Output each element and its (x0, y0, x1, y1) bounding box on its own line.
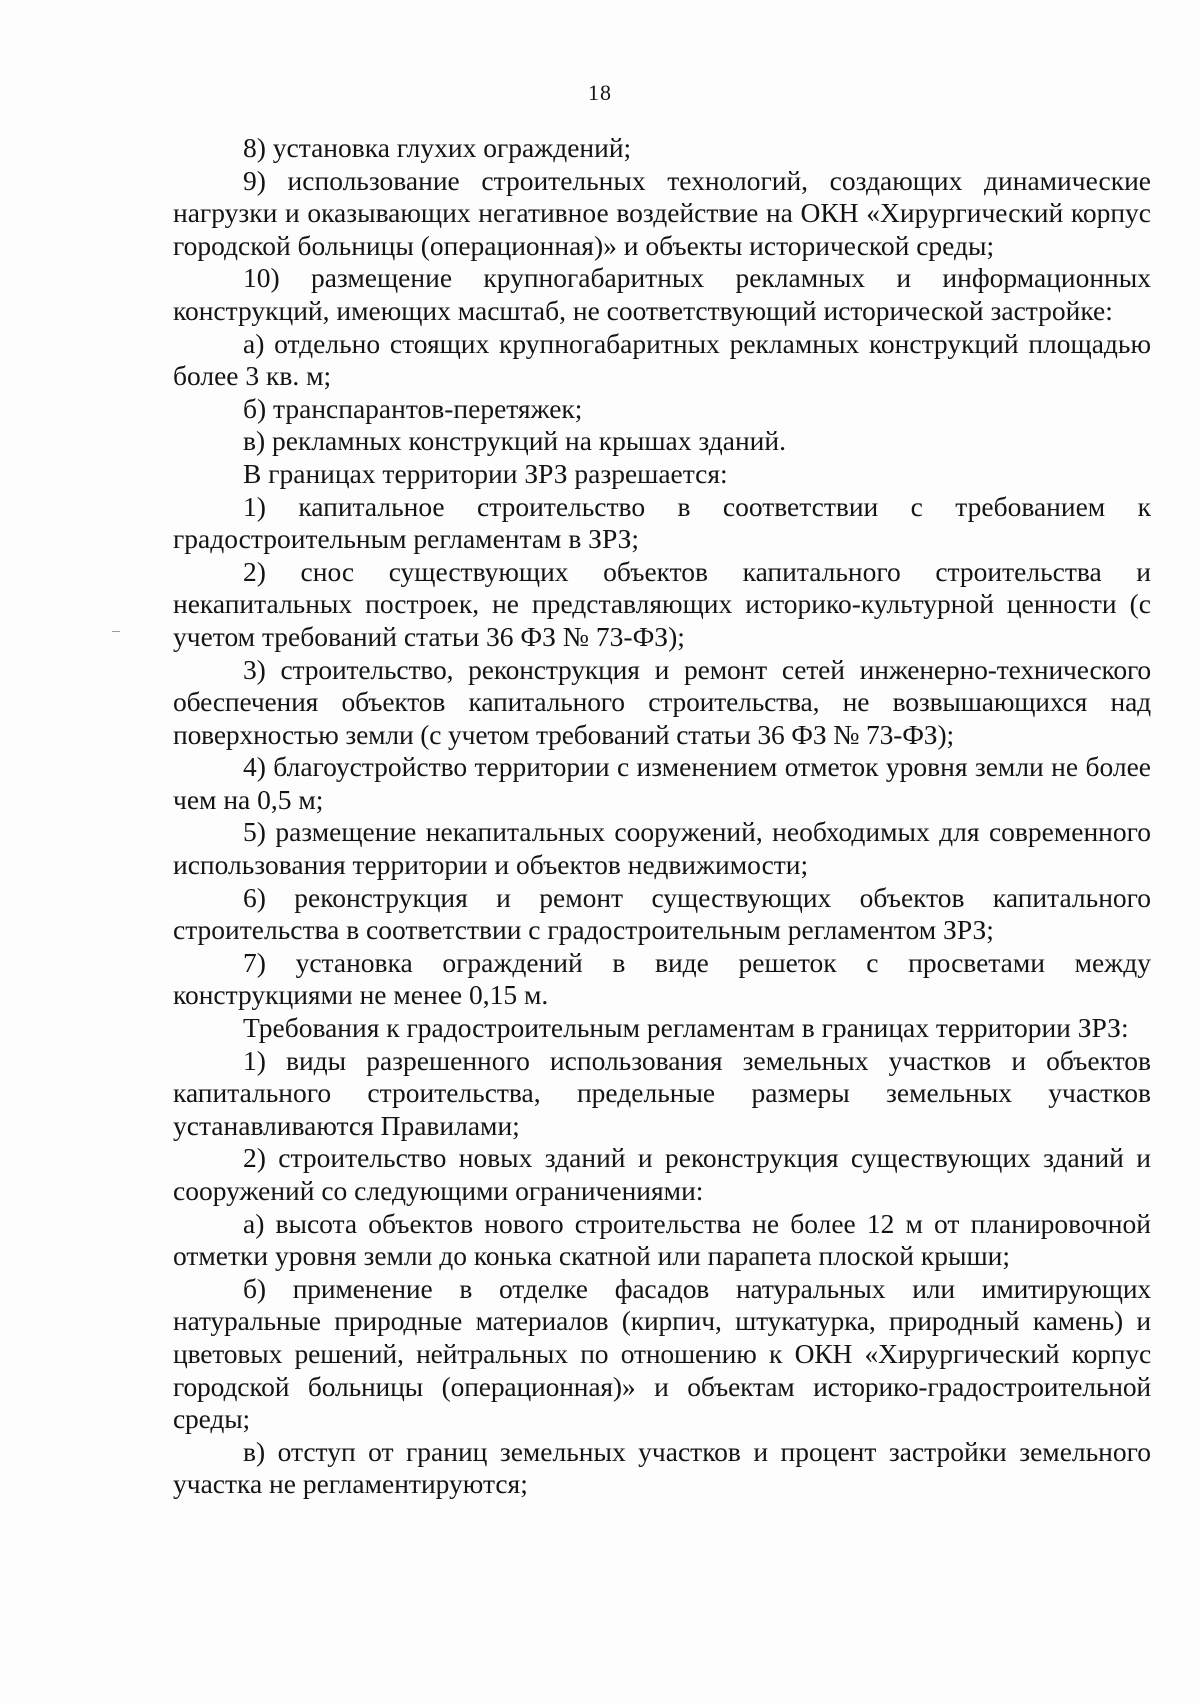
allowed-item-4: 4) благоустройство территории с изменением отметок уровня земли не более чем на 0,5 м; (173, 751, 1151, 815)
requirement-item-1: 1) виды разрешенного использования земельных участков и объектов капитального строительства, предельные размеры земельных участков устанавливаются Правилами; (173, 1044, 1151, 1141)
allowed-item-7: 7) установка ограждений в виде решеток с просветами между конструкциями не менее 0,15 м. (173, 946, 1151, 1011)
page-number: 18 (588, 80, 612, 105)
document-body (173, 132, 1151, 1501)
paragraph-subitem-a: а) отдельно стоящих крупногабаритных рекламных конструкций площадью более 3 кв. м; (173, 327, 1151, 392)
paragraph-item-8: 8) установка глухих ограждений; (243, 132, 632, 163)
allowed-item-1: 1) капитальное строительство в соответствии с требованием к градостроительным регламентам в ЗРЗ; (173, 490, 1151, 555)
scan-mark (112, 631, 120, 632)
paragraph-subitem-v: в) рекламных конструкций на крышах зданий. (243, 425, 786, 457)
requirement-subitem-v: в) отступ от границ земельных участков и процент застройки земельного участка не регламентируются; (173, 1435, 1151, 1500)
allowed-item-2: 2) снос существующих объектов капитального строительства и некапитальных построек, не представляющих историко-культурной ценности (с учетом требований статьи 36 ФЗ № 73-ФЗ); (173, 555, 1151, 652)
allowed-item-5: 5) размещение некапитальных сооружений, необходимых для современного использования территории и объектов недвижимости; (173, 816, 1151, 881)
requirement-item-2: 2) строительство новых зданий и реконструкция существующих зданий и сооружений со следующими ограничениями: (173, 1142, 1151, 1206)
allowed-item-6: 6) реконструкция и ремонт существующих объектов капитального строительства в соответствии с градостроительным регламентом ЗРЗ; (173, 881, 1151, 946)
section-heading-requirements: Требования к градостроительным регламентам в границах территории ЗРЗ: (243, 1012, 1129, 1044)
section-heading-allowed: В границах территории ЗРЗ разрешается: (243, 457, 728, 489)
paragraph-item-9: 9) использование строительных технологий, создающих динамические нагрузки и оказывающих негативное воздействие на ОКН «Хирургический корпус городской больницы (операционная)» и объекты исторической среды; (173, 164, 1151, 261)
requirement-subitem-a: а) высота объектов нового строительства не более 12 м от планировочной отметки уровня земли до конька скатной или парапета плоской крыши; (173, 1207, 1151, 1272)
requirement-subitem-b: б) применение в отделке фасадов натуральных или имитирующих натуральные природные материалов (кирпич, штукатурка, природный камень) и цветовых решений, нейтральных по отношению к ОКН «Хирургический корпус городской больницы (операционная)» и объектам историко-градостроительной среды; (173, 1272, 1151, 1435)
allowed-item-3: 3) строительство, реконструкция и ремонт сетей инженерно-технического обеспечения объектов капитального строительства, не возвышающихся над поверхностью земли (с учетом требований статьи 36 ФЗ № 73-ФЗ); (173, 653, 1151, 750)
paragraph-item-10: 10) размещение крупногабаритных рекламных и информационных конструкций, имеющих масштаб, не соответствующий исторической застройке: (173, 262, 1151, 326)
paragraph-subitem-b: б) транспарантов-перетяжек; (243, 392, 583, 424)
